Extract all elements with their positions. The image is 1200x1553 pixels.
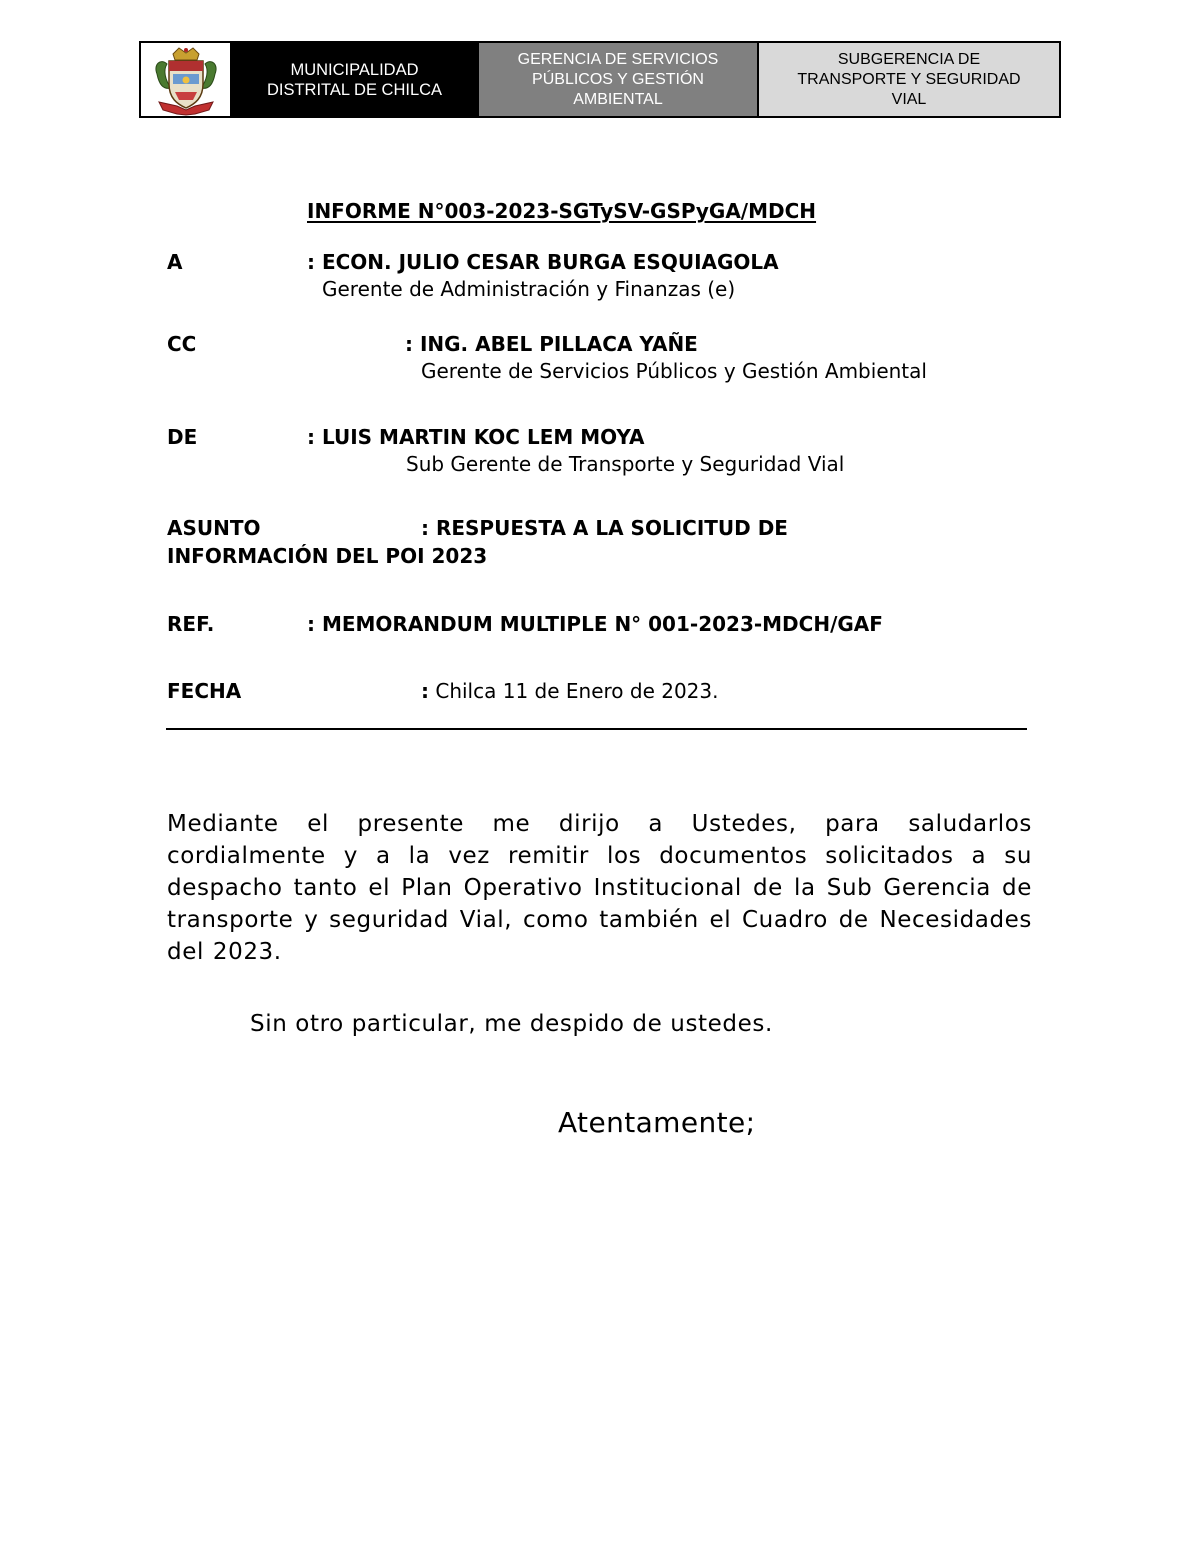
field-label-asunto: ASUNTO xyxy=(167,516,261,540)
signoff: Atentamente; xyxy=(558,1106,756,1139)
fecha-colon: : xyxy=(421,679,429,703)
fecha-date: Chilca 11 de Enero de 2023. xyxy=(429,679,719,703)
gerencia-name: GERENCIA DE SERVICIOS PÚBLICOS Y GESTIÓN AMBIENTAL xyxy=(479,43,759,116)
field-subtitle-a: Gerente de Administración y Finanzas (e) xyxy=(322,277,736,301)
logo-cell xyxy=(141,43,231,116)
field-label-cc: CC xyxy=(167,332,197,356)
field-value-fecha xyxy=(421,679,719,703)
field-value-de: : LUIS MARTIN KOC LEM MOYA xyxy=(307,425,645,449)
subgerencia-name: SUBGERENCIA DE TRANSPORTE Y SEGURIDAD VIAL xyxy=(759,43,1059,116)
field-subtitle-de: Sub Gerente de Transporte y Seguridad Vial xyxy=(406,452,845,476)
field-value-ref: : MEMORANDUM MULTIPLE N° 001-2023-MDCH/GAF xyxy=(307,612,883,636)
field-label-de: DE xyxy=(167,425,198,449)
field-value-cc: : ING. ABEL PILLACA YAÑE xyxy=(405,332,698,356)
field-value-asunto: : RESPUESTA A LA SOLICITUD DE xyxy=(421,516,788,540)
field-value-a: : ECON. JULIO CESAR BURGA ESQUIAGOLA xyxy=(307,250,779,274)
header-divider xyxy=(166,728,1027,730)
body-paragraph: Mediante el presente me dirijo a Ustedes, para saludarlos cordialmente y a la vez remitir los documentos solicitados a su despacho tanto el Plan Operativo Institucional de la Sub Gerencia de transporte y seguridad Vial, como también el Cuadro de Necesidades del 2023. xyxy=(167,811,1032,965)
report-title: INFORME N°003-2023-SGTySV-GSPyGA/MDCH xyxy=(307,199,817,223)
field-label-fecha: FECHA xyxy=(167,679,242,703)
closing-line: Sin otro particular, me despido de ustedes. xyxy=(250,1011,773,1037)
field-label-a: A xyxy=(167,250,183,274)
municipality-name: MUNICIPALIDAD DISTRITAL DE CHILCA xyxy=(231,43,479,116)
field-continuation-asunto: INFORMACIÓN DEL POI 2023 xyxy=(167,544,488,568)
coat-of-arms-icon xyxy=(151,44,221,116)
field-label-ref: REF. xyxy=(167,612,215,636)
document-header xyxy=(139,41,1061,118)
field-subtitle-cc: Gerente de Servicios Públicos y Gestión Ambiental xyxy=(421,359,927,383)
